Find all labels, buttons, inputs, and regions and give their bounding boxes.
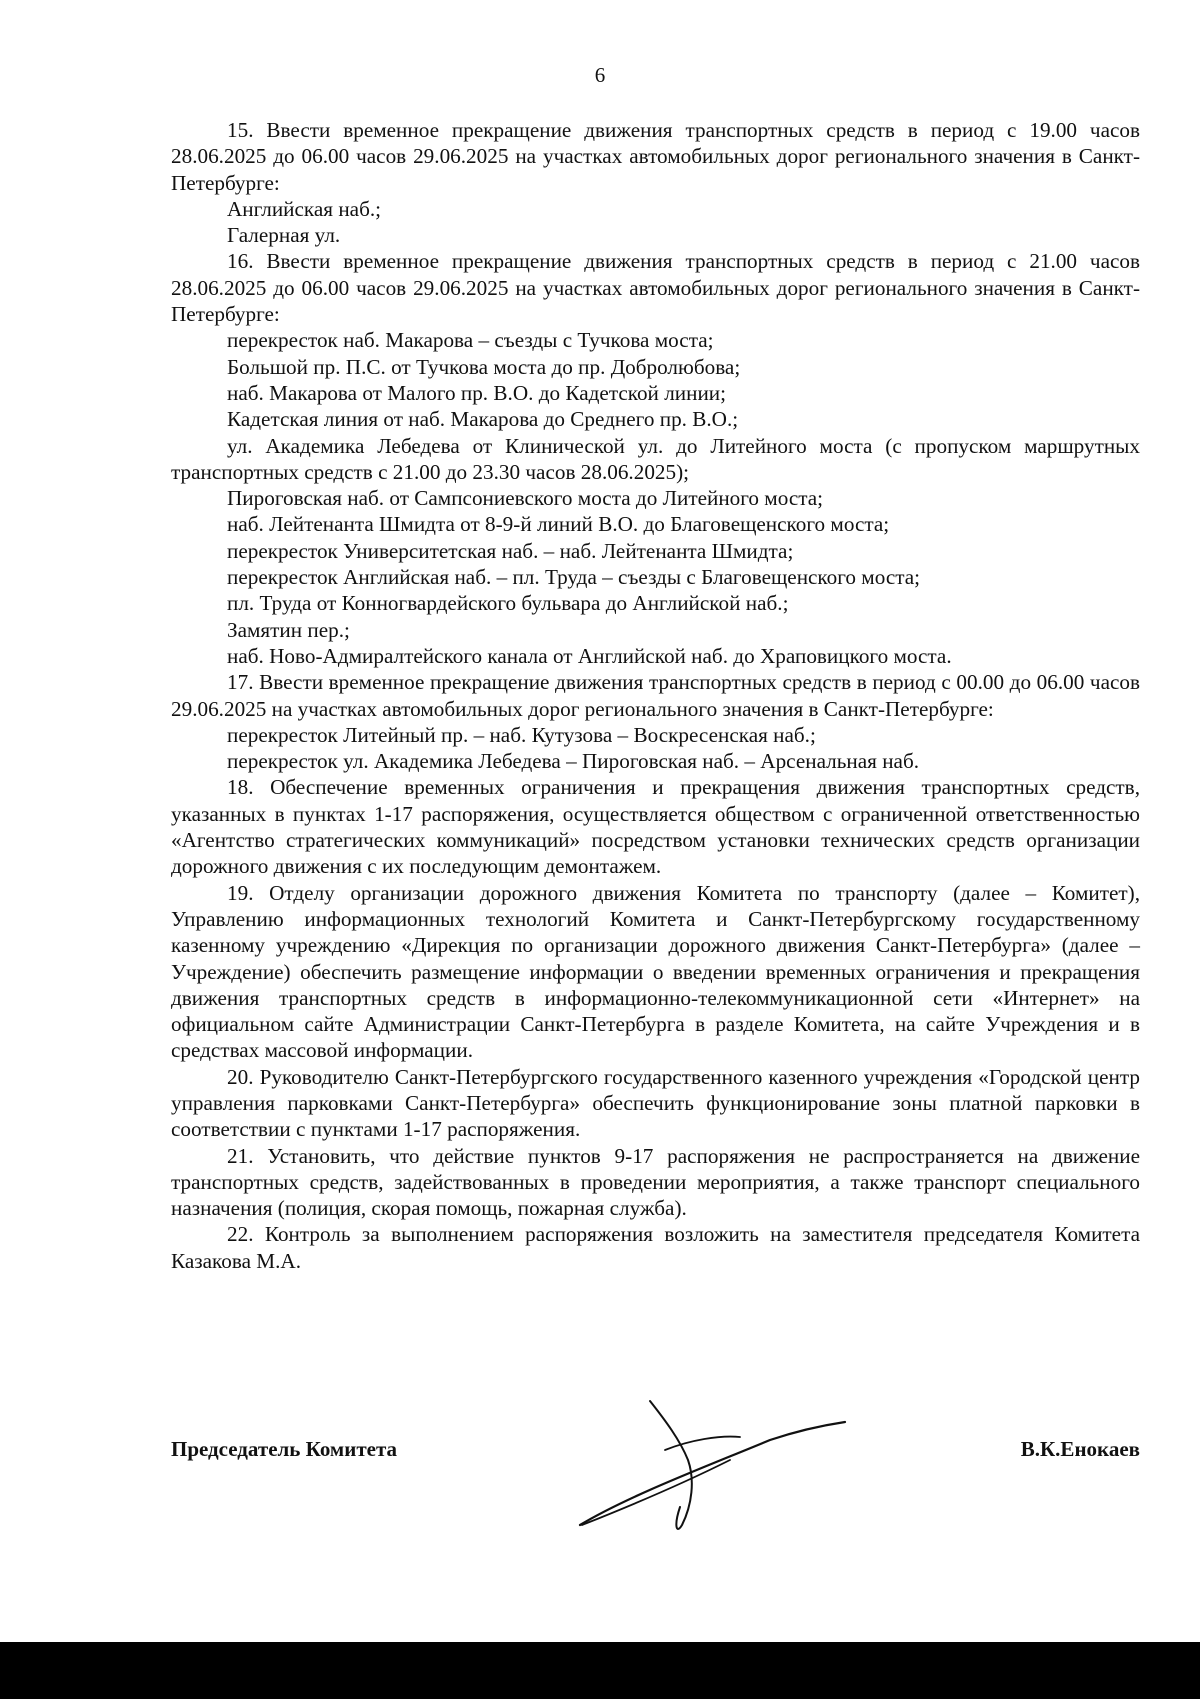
paragraph: 21. Установить, что действие пунктов 9-17 распоряжения не распространяется на движение транспортных средств, задействованных в проведении мероприятия, а также транспорт специального назначения (полиция, скорая помощь, пожарная служба). — [171, 1143, 1140, 1221]
paragraph: 15. Ввести временное прекращение движения транспортных средств в период с 19.00 часов 28.06.2025 до 06.00 часов 29.06.2025 на участках автомобильных дорог регионального значения в Санкт-Петербурге: — [171, 118, 1140, 195]
signer-role: Председатель Комитета — [171, 1437, 398, 1461]
list-item: наб. Лейтенанта Шмидта от 8-9-й линий В.О. до Благовещенского моста; — [227, 512, 890, 537]
paragraph: 19. Отделу организации дорожного движения Комитета по транспорту (далее – Комитет), Управлению информационных технологий Комитета и Санкт-Петербургскому государственному казенному учреждению «Дирекция по организации дорожного движения Санкт-Петербурга» (далее – Учреждение) обеспечить размещение информации о введении временных ограничения и прекращения движения транспортных средств в информационно-телекоммуникационной сети «Интернет» на официальном сайте Администрации Санкт-Петербурга в разделе Комитета, на сайте Учреждения и в средствах массовой информации. — [171, 880, 1140, 1063]
list-item: Галерная ул. — [227, 223, 341, 248]
list-item: наб. Макарова от Малого пр. В.О. до Кадетской линии; — [227, 380, 727, 405]
list-item: Английская наб.; — [227, 196, 382, 221]
page-number: 6 — [594, 63, 606, 87]
list-item: пл. Труда от Конногвардейского бульвара до Английской наб.; — [227, 591, 789, 616]
paragraph: ул. Академика Лебедева от Клинической ул. до Литейного моста (с пропуском маршрутных транспортных средств с 21.00 до 23.30 часов 28.06.2025); — [171, 433, 1140, 484]
list-item: наб. Ново-Адмиралтейского канала от Английской наб. до Храповицкого моста. — [227, 643, 952, 668]
list-item: Кадетская линия от наб. Макарова до Среднего пр. В.О.; — [227, 407, 739, 432]
paragraph: 17. Ввести временное прекращение движения транспортных средств в период с 00.00 до 06.00 часов 29.06.2025 на участках автомобильных дорог регионального значения в Санкт-Петербурге: — [171, 670, 1140, 721]
list-item: перекресток ул. Академика Лебедева – Пироговская наб. – Арсенальная наб. — [227, 749, 920, 774]
list-item: Пироговская наб. от Сампсониевского моста до Литейного моста; — [227, 486, 824, 511]
list-item: перекресток наб. Макарова – съезды с Тучкова моста; — [227, 328, 714, 353]
paragraph: 22. Контроль за выполнением распоряжения возложить на заместителя председателя Комитета Казакова М.А. — [171, 1222, 1140, 1273]
list-item: перекресток Английская наб. – пл. Труда – съезды с Благовещенского моста; — [227, 565, 921, 590]
handwritten-signature — [570, 1395, 870, 1545]
list-item: Замятин пер.; — [227, 617, 350, 642]
paragraph: 16. Ввести временное прекращение движения транспортных средств в период с 21.00 часов 28.06.2025 до 06.00 часов 29.06.2025 на участках автомобильных дорог регионального значения в Санкт-Петербурге: — [171, 249, 1140, 327]
list-item: перекресток Университетская наб. – наб. Лейтенанта Шмидта; — [227, 538, 794, 563]
list-item: перекресток Литейный пр. – наб. Кутузова – Воскресенская наб.; — [227, 722, 816, 747]
document-body — [171, 117, 1140, 1274]
list-item: Большой пр. П.С. от Тучкова моста до пр. Добролюбова; — [227, 354, 741, 379]
paragraph: 20. Руководителю Санкт-Петербургского государственного казенного учреждения «Городской центр управления парковками Санкт-Петербурга» обеспечить функционирование зоны платной парковки в соответствии с пунктами 1-17 распоряжения. — [171, 1064, 1140, 1142]
signer-name: В.К.Енокаев — [1020, 1437, 1140, 1461]
paragraph: 18. Обеспечение временных ограничения и прекращения движения транспортных средств, указанных в пунктах 1-17 распоряжения, осуществляется обществом с ограниченной ответственностью «Агентство стратегических коммуникаций» посредством установки технических средств организации дорожного движения с их последующим демонтажем. — [171, 775, 1140, 879]
